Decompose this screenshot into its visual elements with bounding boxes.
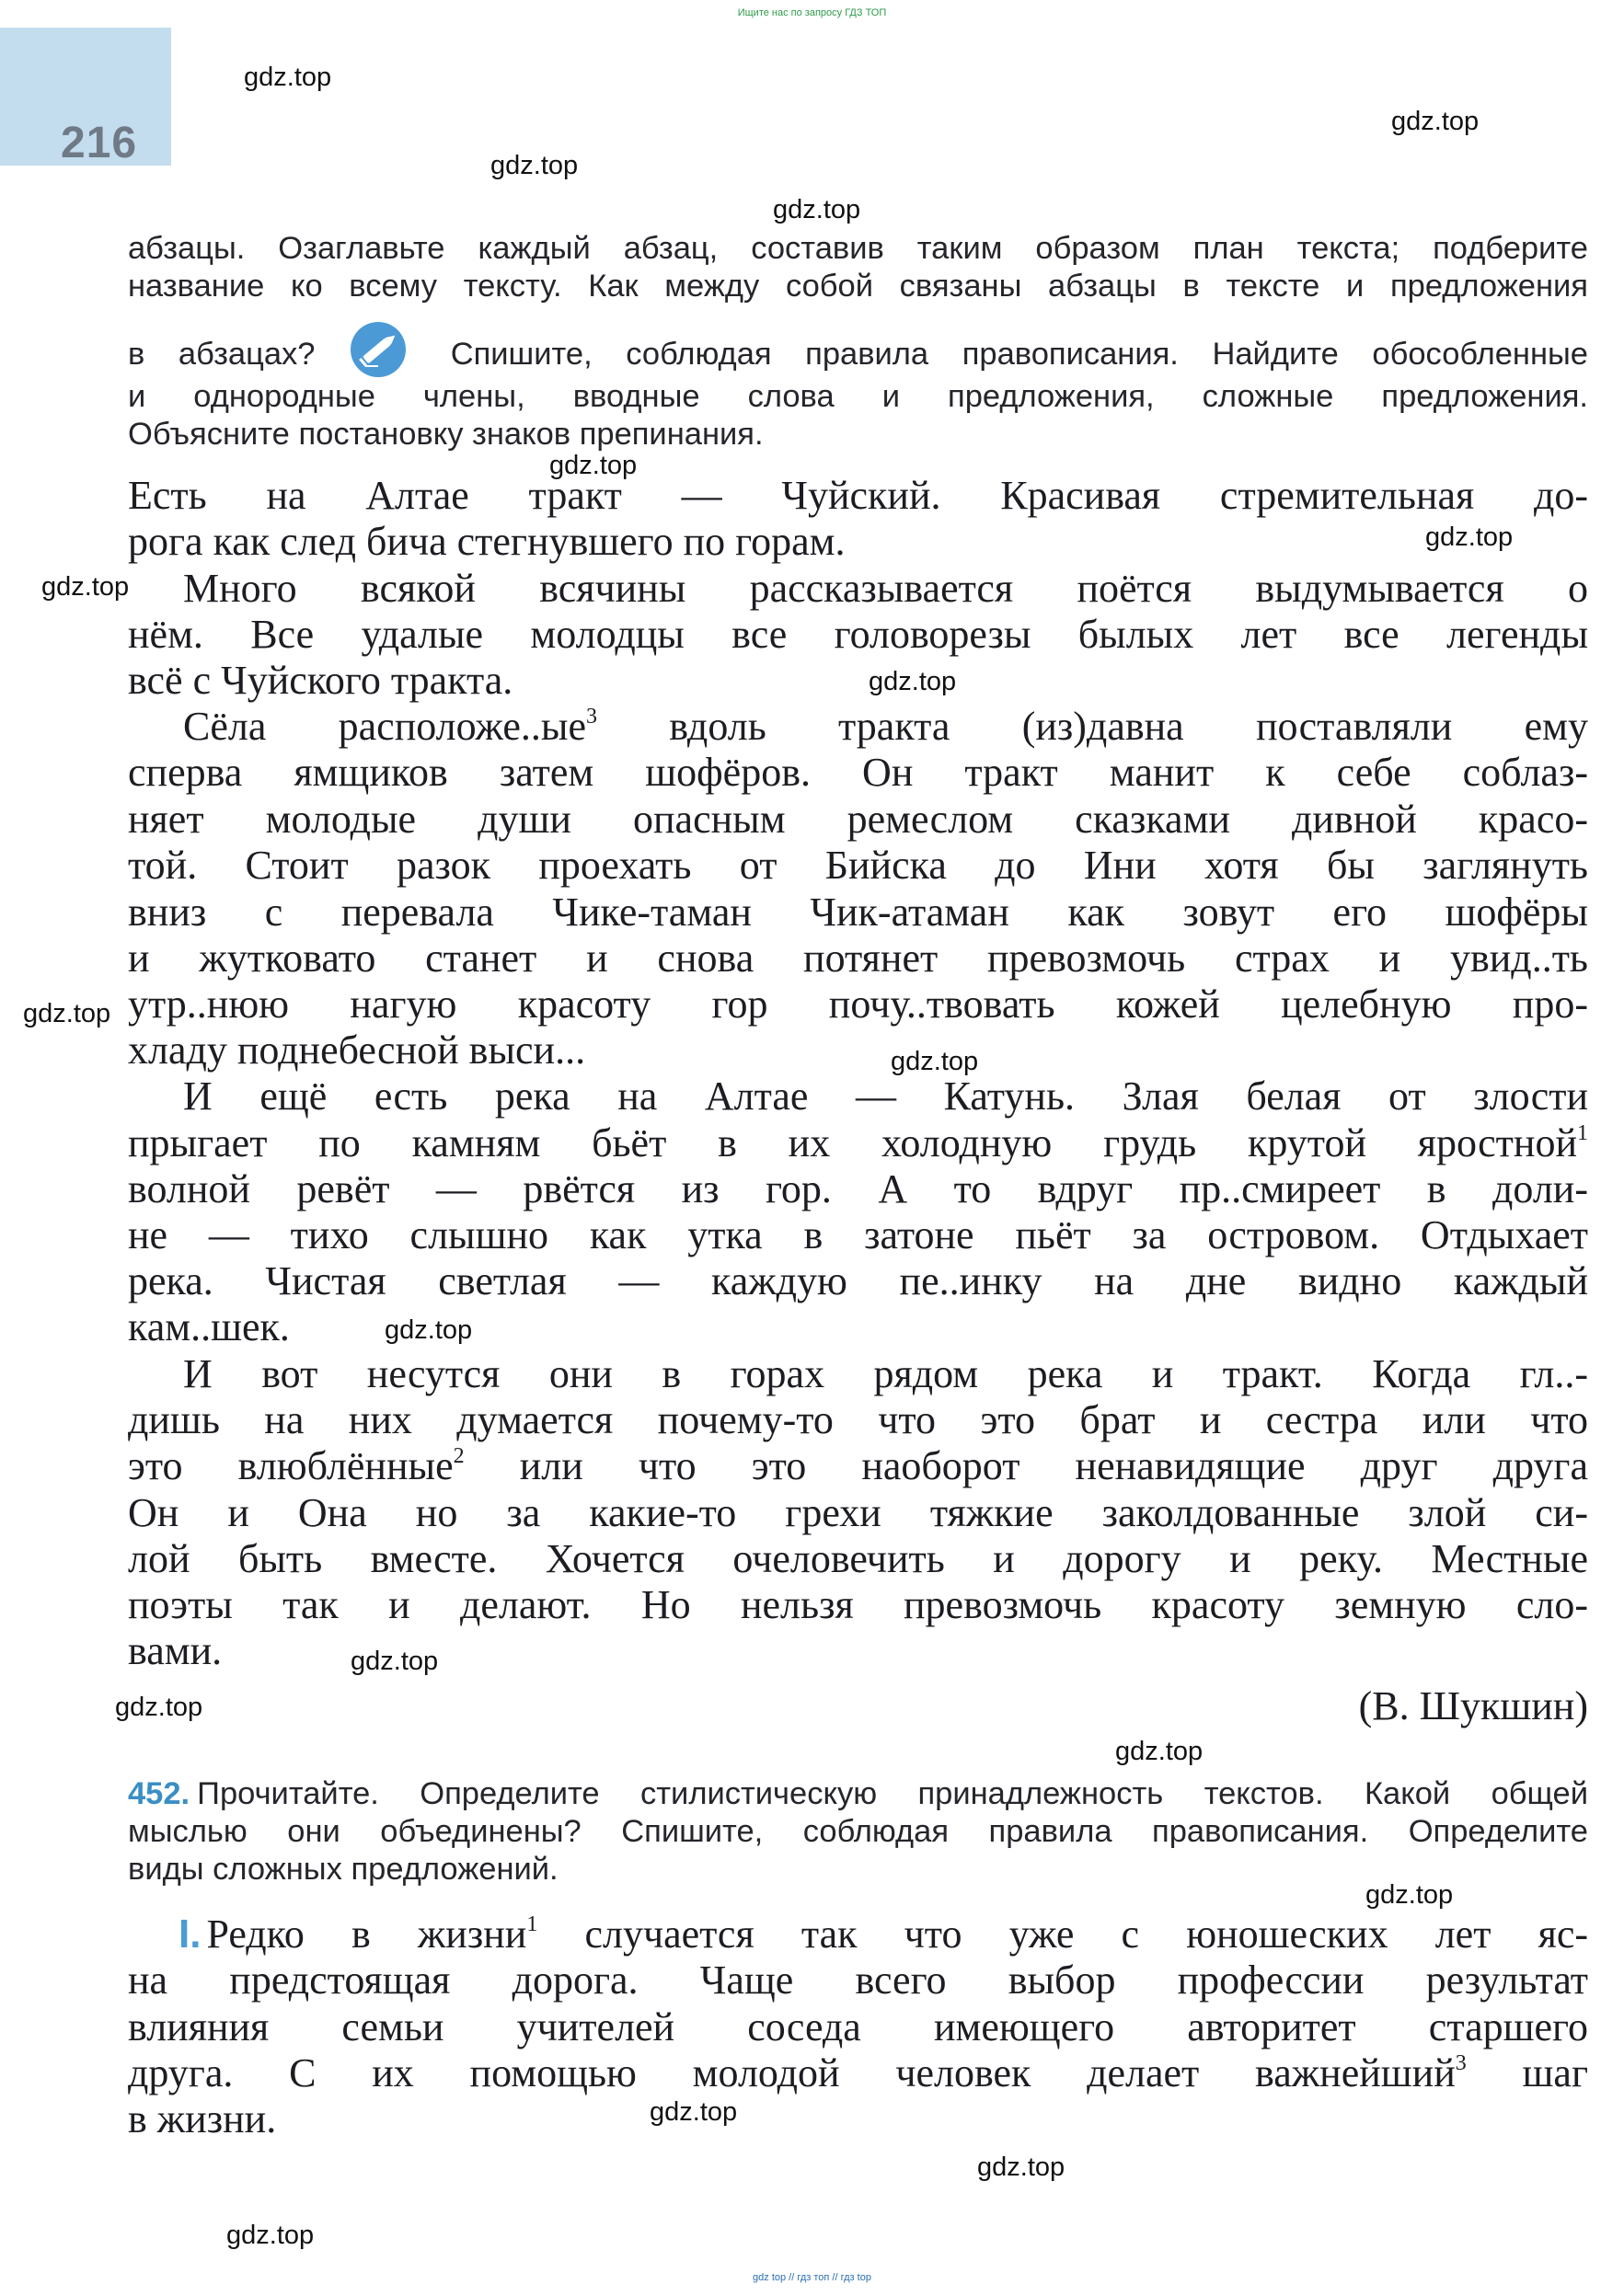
exercise-452-line: виды сложных предложений.	[128, 1852, 559, 1887]
text-segment: Редко в жизни	[206, 1911, 527, 1957]
section-roman-numeral: I.	[179, 1911, 202, 1957]
exercise-452-line: мыслью они объединены? Спишите, соблюдая правила правописания. Определите	[128, 1814, 1588, 1849]
text-line: Есть на Алтае тракт — Чуйский. Красивая стремительная до-	[128, 473, 1588, 518]
top-banner: Ищите нас по запросу ГДЗ ТОП	[737, 7, 887, 18]
watermark: gdz.top	[869, 667, 957, 696]
text-segment: прыгает по камням бьёт в их холодную грудь крутой яростной	[128, 1120, 1577, 1165]
footnote-mark: 3	[1455, 2051, 1467, 2075]
footnote-mark: 1	[526, 1912, 538, 1936]
watermark: gdz.top	[244, 63, 332, 92]
task-line: Объясните постановку знаков препинания.	[128, 417, 764, 452]
page-number: 216	[61, 119, 138, 167]
text-line: рога как след бича стегнувшего по горам.	[128, 519, 846, 564]
text-segment: друга. С их помощью молодой человек делает важнейший	[128, 2050, 1456, 2095]
footnote-mark: 2	[453, 1444, 465, 1468]
text-line: хладу поднебесной выси...	[128, 1027, 586, 1073]
text-segment: это влюблённые	[128, 1443, 454, 1488]
footnote-mark: 1	[1577, 1121, 1588, 1145]
author-signature: (В. Шукшин)	[1358, 1683, 1588, 1728]
watermark: gdz.top	[226, 2221, 315, 2250]
text-line: в жизни.	[128, 2096, 277, 2141]
watermark: gdz.top	[891, 1047, 979, 1076]
text-line: утр..нюю нагую красоту гор почу..твовать кожей целебную про-	[128, 982, 1588, 1027]
watermark: gdz.top	[490, 151, 579, 180]
text-line	[128, 1443, 1588, 1496]
text-line: влияния семьи учителей соседа имеющего авторитет старшего	[128, 2004, 1588, 2049]
watermark: gdz.top	[1115, 1737, 1204, 1766]
pen-icon	[349, 320, 408, 379]
bottom-banner: gdz top // гдз топ // гдз top	[753, 2272, 871, 2283]
watermark: gdz.top	[23, 999, 111, 1028]
text-line: Он и Она но за какие-то грехи тяжкие заколдованные злой си-	[128, 1490, 1588, 1535]
exercise-line-text: Прочитайте. Определите стилистическую принадлежность текстов. Какой общей	[197, 1776, 1588, 1811]
text-line: Много всякой всячины рассказывается поётся выдумывается о	[183, 566, 1588, 611]
task-line-start: в абзацах?	[128, 337, 316, 372]
text-line: няет молодые души опасным ремеслом сказками дивной красо-	[128, 797, 1588, 842]
text-line: поэты так и делают. Но нельзя превозмочь красоту земную сло-	[128, 1582, 1588, 1627]
text-line: на предстоящая дорога. Чаще всего выбор профессии результат	[128, 1957, 1588, 2003]
exercise-452-line	[128, 1774, 1588, 1814]
text-line	[179, 1911, 1588, 1964]
text-line: сперва ямщиков затем шофёров. Он тракт манит к себе соблаз-	[128, 750, 1588, 795]
text-segment: Сёла расположе..ые	[183, 704, 586, 749]
task-line	[128, 320, 1588, 379]
text-line: И вот несутся они в горах рядом река и тракт. Когда гл..-	[183, 1351, 1588, 1396]
text-segment: шаг	[1522, 2050, 1588, 2095]
watermark: gdz.top	[385, 1315, 473, 1345]
text-line: нём. Все удалые молодцы все головорезы былых лет все легенды	[128, 612, 1588, 657]
text-line	[128, 2050, 1588, 2103]
text-segment: случается так что уже с юношеских лет яс-	[584, 1911, 1589, 1957]
text-line: волной ревёт — рвётся из гор. А то вдруг пр..смиреет в доли-	[128, 1166, 1588, 1211]
footnote-mark: 3	[585, 705, 597, 729]
task-line: и однородные члены, вводные слова и предложения, сложные предложения.	[128, 379, 1588, 414]
watermark: gdz.top	[977, 2152, 1065, 2182]
watermark: gdz.top	[115, 1693, 203, 1722]
text-segment: вдоль тракта (из)давна поставляли ему	[669, 704, 1588, 749]
text-segment: или что это наоборот ненавидящие друг друга	[519, 1443, 1588, 1488]
text-line: И ещё есть река на Алтае — Катунь. Злая белая от злости	[183, 1073, 1588, 1119]
watermark: gdz.top	[351, 1647, 439, 1676]
task-line: название ко всему тексту. Как между собой связаны абзацы в тексте и предложения	[128, 269, 1588, 304]
watermark: gdz.top	[41, 572, 130, 602]
watermark: gdz.top	[549, 451, 638, 480]
watermark: gdz.top	[1365, 1880, 1454, 1910]
text-line: вами.	[128, 1628, 223, 1673]
text-line: кам..шек.	[128, 1304, 290, 1349]
text-line: всё с Чуйского тракта.	[128, 658, 513, 703]
watermark: gdz.top	[1425, 522, 1514, 552]
task-line-rest: Спишите, соблюдая правила правописания. Найдите обособленные	[450, 337, 1588, 372]
text-line	[128, 1120, 1588, 1173]
text-line: лой быть вместе. Хочется очеловечить и дорогу и реку. Местные	[128, 1536, 1588, 1581]
watermark: gdz.top	[1391, 107, 1480, 136]
text-line: река. Чистая светлая — каждую пе..инку на дне видно каждый	[128, 1258, 1588, 1303]
text-line	[183, 704, 1588, 756]
task-line: абзацы. Озаглавьте каждый абзац, составив таким образом план текста; подберите	[128, 231, 1588, 266]
watermark: gdz.top	[773, 195, 861, 224]
text-line: не — тихо слышно как утка в затоне пьёт за островом. Отдыхает	[128, 1212, 1588, 1257]
text-line: и жутковато станет и снова потянет превозмочь страх и увид..ть	[128, 936, 1588, 981]
text-line: той. Стоит разок проехать от Бийска до Ини хотя бы заглянуть	[128, 843, 1588, 888]
exercise-number: 452.	[128, 1776, 190, 1811]
text-line: дишь на них думается почему-то что это брат и сестра или что	[128, 1397, 1588, 1442]
watermark: gdz.top	[650, 2097, 738, 2127]
text-line: вниз с перевала Чике-таман Чик-атаман как зовут его шофёры	[128, 890, 1588, 935]
